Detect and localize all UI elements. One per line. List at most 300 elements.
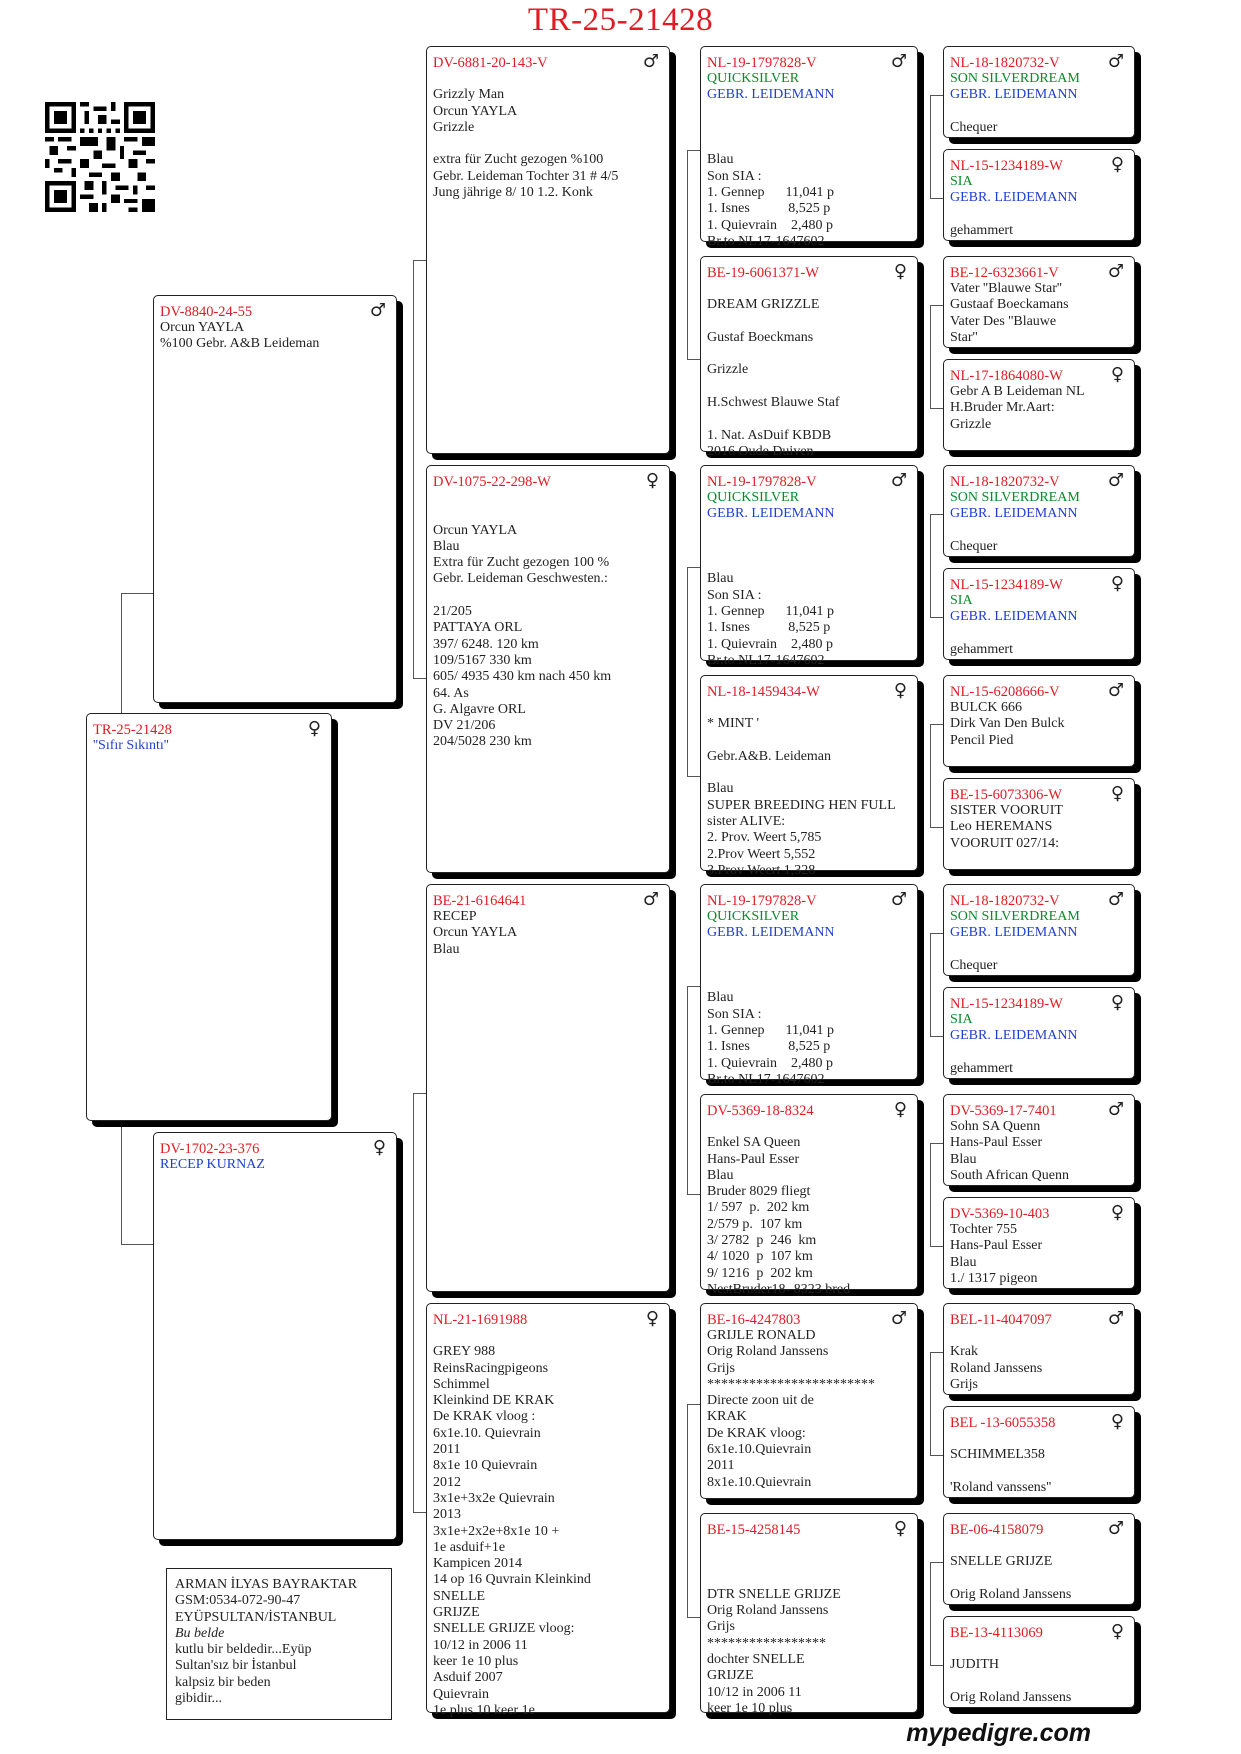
pigeon-info-line: Blau — [433, 538, 460, 554]
owner-quote-line: Bu belde — [175, 1625, 225, 1641]
pigeon-info-line: GEBR. LEIDEMANN — [950, 87, 1078, 103]
pigeon-info-line: Hans-Paul Esser — [950, 1238, 1043, 1254]
ring-number: DV-5369-10-403 — [950, 1206, 1050, 1222]
pigeon-info-line: Grijs — [950, 1376, 978, 1392]
ring-number: NL-18-1459434-W — [707, 684, 820, 700]
female-symbol-icon: ♀ — [1110, 573, 1124, 594]
pigeon-info-line: Br.to NL17-1647602 — [707, 233, 825, 249]
pigeon-info-line: 1. Quievrain 2,480 p — [707, 217, 833, 233]
pigeon-info-line: Bruder 8029 fliegt — [707, 1184, 811, 1200]
ring-number: NL-19-1797828-V — [707, 893, 817, 909]
pigeon-info-line: Sohn SA Quenn — [950, 1119, 1041, 1134]
owner-phone: GSM:0534-072-90-47 — [175, 1593, 301, 1609]
ancestor-card-dddd[interactable] — [943, 1616, 1135, 1708]
pigeon-info-line — [707, 733, 911, 749]
pigeon-info-line: Star'' — [950, 329, 978, 345]
pigeon-info-line: South African Quenn — [950, 1167, 1069, 1183]
pigeon-info-line: GRIJZE — [707, 1668, 754, 1684]
ancestor-card-ssd[interactable] — [700, 256, 918, 459]
pigeon-info-line: SON SILVERDREAM — [950, 490, 1080, 505]
pigeon-info-line: Son SIA : — [707, 168, 762, 184]
ring-number: BE-15-4258145 — [707, 1522, 801, 1538]
ancestor-card-ddss[interactable] — [943, 1303, 1135, 1395]
pigeon-info-line — [433, 588, 663, 604]
pigeon-info-line: GEBR. LEIDEMANN — [707, 87, 835, 103]
pigeon-info-line: 1/ 597 p. 202 km — [707, 1200, 810, 1216]
pigeon-info-line: 'Roland vanssens'' — [950, 1479, 1052, 1495]
ring-number: BE-19-6061371-W — [707, 265, 819, 281]
pigeon-info-line: 6x1e.10.Quievrain — [707, 1442, 812, 1458]
pigeon-info-line: GREY 988 — [433, 1344, 496, 1360]
pigeon-info-line: SON SILVERDREAM — [950, 71, 1080, 86]
male-symbol-icon: ♂ — [1107, 889, 1124, 910]
ancestor-card-ddd[interactable] — [700, 1513, 918, 1716]
pigeon-info-line: 8x1e.10.Quievrain — [707, 1474, 812, 1490]
pigeon-info-line — [433, 136, 663, 152]
male-symbol-icon: ♂ — [642, 889, 659, 910]
pigeon-info-line: GEBR. LEIDEMANN — [707, 506, 835, 522]
pigeon-info-line: Orig Roland Janssens — [707, 1603, 829, 1619]
ancestor-card-dss[interactable] — [700, 884, 918, 1087]
dam-dam-card[interactable] — [426, 1303, 670, 1718]
pigeon-info-line: Grizzly Man — [433, 87, 505, 103]
pigeon-info-line — [950, 207, 1128, 223]
pigeon-info-line: QUICKSILVER — [707, 490, 800, 505]
pigeon-info-line: Tochter 755 — [950, 1222, 1018, 1237]
pigeon-info-line: G. Algavre ORL — [433, 701, 526, 717]
female-symbol-icon: ♀ — [1110, 1202, 1124, 1223]
ring-number: DV-1075-22-298-W — [433, 474, 551, 490]
qr-code — [45, 97, 155, 217]
ancestor-card-dds[interactable] — [700, 1303, 918, 1499]
pigeon-info-line: Gebr.A&B. Leideman — [707, 748, 832, 764]
pigeon-info-line: SIA — [950, 593, 973, 608]
pigeon-info-line: Kampicen 2014 — [433, 1556, 523, 1572]
ancestor-card-ssss[interactable] — [943, 46, 1135, 138]
ring-number: NL-15-1234189-W — [950, 996, 1063, 1012]
pigeon-info-line: 21/205 — [433, 604, 472, 620]
pedigree-connector — [413, 1093, 427, 1513]
pigeon-info-line: DV 21/206 — [433, 718, 496, 734]
ring-number: BE-21-6164641 — [433, 893, 527, 909]
pigeon-info-line: Extra für Zucht gezogen 100 % — [433, 555, 610, 571]
pigeon-info-line: 14 op 16 Quvrain Kleinkind — [433, 1572, 591, 1588]
ancestor-card-sddd[interactable] — [943, 778, 1135, 870]
ring-number: NL-15-1234189-W — [950, 577, 1063, 593]
ancestor-card-dssd[interactable] — [943, 987, 1135, 1079]
pigeon-info-line — [950, 1538, 1128, 1554]
ring-number: BEL -13-6055358 — [950, 1415, 1056, 1431]
pigeon-info-line: BULCK 666 — [950, 700, 1022, 715]
pigeon-info-line: Blau — [707, 781, 734, 797]
pigeon-info-line: 2012 — [433, 1474, 461, 1490]
pigeon-info-line: 605/ 4935 430 km nach 450 km — [433, 669, 612, 685]
ring-number: BE-12-6323661-V — [950, 265, 1059, 281]
pigeon-info-line: SNELLE GRIJZE vloog: — [433, 1621, 575, 1637]
ring-number: BEL-11-4047097 — [950, 1312, 1052, 1328]
pigeon-info-line — [433, 1328, 663, 1344]
ancestor-card-ddds[interactable] — [943, 1513, 1135, 1605]
pigeon-info-line: GRIJLE RONALD — [707, 1328, 816, 1343]
sire-dam-card[interactable] — [426, 465, 670, 873]
pigeon-info-line: Dirk Van Den Bulck — [950, 716, 1065, 732]
pigeon-info-line: keer 1e 10 plus — [707, 1700, 793, 1716]
pigeon-info-line: ***************** — [707, 1635, 826, 1651]
pigeon-info-line: Asduif 2007 — [433, 1670, 503, 1686]
pigeon-info-line — [707, 974, 911, 990]
ancestor-card-ssds[interactable] — [943, 256, 1135, 348]
pigeon-info-line — [707, 1554, 911, 1570]
ancestor-card-sss[interactable] — [700, 46, 918, 249]
pigeon-info-line: QUICKSILVER — [707, 909, 800, 924]
pigeon-info-line: Jung jährige 8/ 10 1.2. Konk — [433, 185, 593, 201]
ring-number: NL-17-1864080-W — [950, 368, 1063, 384]
female-symbol-icon: ♀ — [645, 470, 659, 491]
pigeon-info-line: 109/5167 330 km — [433, 652, 532, 668]
owner-quote-line: Sultan'sız bir İstanbul — [175, 1658, 297, 1674]
sire-sire-card[interactable] — [426, 46, 670, 454]
pigeon-info-line: 1./ 1317 pigeon — [950, 1270, 1038, 1286]
pigeon-info-line: Son SIA : — [707, 1006, 762, 1022]
pigeon-info-line: Blau — [433, 941, 460, 957]
pigeon-info-line — [707, 700, 911, 716]
female-symbol-icon: ♀ — [893, 680, 907, 701]
pigeon-info-line: Blau — [950, 1151, 977, 1167]
pigeon-info-line: Grijs — [707, 1619, 735, 1635]
male-symbol-icon: ♂ — [1107, 470, 1124, 491]
pigeon-info-line: Gebr. Leideman Tochter 31 # 4/5 — [433, 168, 619, 184]
pigeon-info-line: dochter SNELLE — [707, 1652, 805, 1668]
owner-location: EYÜPSULTAN/İSTANBUL — [175, 1609, 337, 1625]
ancestor-card-sdd[interactable] — [700, 675, 918, 878]
pigeon-info-line: Orcun YAYLA — [433, 925, 518, 941]
pedigree-connector — [413, 260, 427, 679]
pigeon-info-line: Orig Roland Janssens — [950, 1586, 1072, 1602]
pigeon-info-line: SUPER BREEDING HEN FULL — [707, 797, 896, 813]
pigeon-info-line: NestBruder18- 8323 bred — [707, 1281, 851, 1297]
pigeon-info-line: 3x1e+2x2e+8x1e 10 + — [433, 1523, 560, 1539]
pigeon-info-line — [950, 1464, 1128, 1480]
owner-name: ARMAN İLYAS BAYRAKTAR — [175, 1577, 358, 1592]
pigeon-info-line — [950, 942, 1128, 958]
pedigree-connector — [930, 1562, 944, 1666]
pigeon-info-line — [707, 104, 911, 120]
pigeon-info-line: 1e plus 10 keer 1e — [433, 1702, 535, 1718]
pigeon-info-line: De KRAK vloog: — [707, 1425, 806, 1441]
pigeon-info-line: 1. Nat. AsDuif KBDB — [707, 427, 832, 443]
sire-card[interactable] — [153, 295, 397, 703]
ring-number: DV-6881-20-143-V — [433, 55, 548, 71]
pigeon-info-line — [707, 765, 911, 781]
female-symbol-icon: ♀ — [893, 1518, 907, 1539]
pedigree-connector — [687, 986, 701, 1195]
male-symbol-icon: ♂ — [1107, 1308, 1124, 1329]
pigeon-info-line: Vater Des ''Blauwe — [950, 313, 1057, 329]
pedigree-connector — [687, 567, 701, 777]
pigeon-info-line — [950, 626, 1128, 642]
pigeon-info-line: Blau — [950, 1254, 977, 1270]
pigeon-info-line — [707, 136, 911, 152]
pigeon-info-line: Br.to NL17-1647602 — [707, 652, 825, 668]
pigeon-info-line: 397/ 6248. 120 km — [433, 636, 539, 652]
pedigree-connector — [930, 933, 944, 1037]
website-footer: mypedigre.com — [906, 1719, 1091, 1747]
female-symbol-icon: ♀ — [372, 1137, 386, 1158]
pigeon-info-line: Grizzle — [707, 362, 749, 378]
pigeon-info-line: DTR SNELLE GRIJZE — [707, 1586, 841, 1602]
pigeon-info-line: 4/ 1020 p 107 km — [707, 1249, 813, 1265]
pigeon-info-line: ReinsRacingpigeons — [433, 1360, 549, 1376]
pigeon-info-line: Schimmel — [433, 1376, 490, 1392]
pigeon-info-line: De KRAK vloog : — [433, 1409, 536, 1425]
pigeon-info-line: Grizzle — [433, 119, 475, 135]
pigeon-info-line: GEBR. LEIDEMANN — [950, 1028, 1078, 1044]
pigeon-info-line: KRAK — [707, 1409, 747, 1425]
ancestor-card-sssd[interactable] — [943, 149, 1135, 241]
pigeon-info-line: gehammert — [950, 641, 1013, 657]
pigeon-info-line: GEBR. LEIDEMANN — [707, 925, 835, 941]
ancestor-card-dsss[interactable] — [943, 884, 1135, 976]
pigeon-info-line: H.Schwest Blauwe Staf — [707, 395, 840, 411]
ancestor-card-sdss[interactable] — [943, 465, 1135, 557]
pigeon-info-line: 8x1e 10 Quievrain — [433, 1458, 538, 1474]
male-symbol-icon: ♂ — [1107, 261, 1124, 282]
ancestor-card-sdsd[interactable] — [943, 568, 1135, 660]
pigeon-info-line — [707, 281, 911, 297]
pigeon-info-line: 2011 — [433, 1442, 461, 1458]
male-symbol-icon: ♂ — [890, 470, 907, 491]
ring-number: NL-18-1820732-V — [950, 55, 1060, 71]
pigeon-info-line — [707, 1538, 911, 1554]
pigeon-info-line: 1. Isnes 8,525 p — [707, 1039, 831, 1055]
pigeon-info-line: 1. Gennep 11,041 p — [707, 185, 835, 201]
pigeon-info-line: SIA — [950, 174, 973, 189]
pigeon-info-line — [707, 1119, 911, 1135]
pigeon-info-line — [950, 1328, 1128, 1344]
pigeon-info-line: Br.to NL17-1647602 — [707, 1071, 825, 1087]
pigeon-info-line — [707, 314, 911, 330]
female-symbol-icon: ♀ — [307, 718, 321, 739]
pigeon-info-line: GEBR. LEIDEMANN — [950, 609, 1078, 625]
female-symbol-icon: ♀ — [893, 261, 907, 282]
pigeon-info-line: Roland Janssens — [950, 1360, 1043, 1376]
pigeon-info-line: H.Bruder Mr.Aart: — [950, 400, 1055, 416]
pigeon-info-line — [707, 958, 911, 974]
pigeon-info-line — [707, 1571, 911, 1587]
pigeon-info-line: 1. Isnes 8,525 p — [707, 620, 831, 636]
pigeon-info-line: gehammert — [950, 222, 1013, 238]
ancestor-card-sds[interactable] — [700, 465, 918, 668]
pigeon-info-line: 2. Prov. Weert 5,785 — [707, 830, 822, 846]
pigeon-info-line: ''Sıfır Sıkıntı'' — [93, 738, 169, 753]
pigeon-info-line: Hans-Paul Esser — [707, 1151, 800, 1167]
pigeon-info-line: 1. Gennep 11,041 p — [707, 604, 835, 620]
ancestor-card-dsd[interactable] — [700, 1094, 918, 1297]
pigeon-info-line — [707, 555, 911, 571]
ring-number: DV-5369-17-7401 — [950, 1103, 1057, 1119]
pigeon-info-line: sister ALIVE: — [707, 814, 786, 830]
pedigree-title: TR-25-21428 — [527, 2, 714, 38]
ring-number: BE-16-4247803 — [707, 1312, 801, 1328]
pigeon-info-line: 3.Prov Weert 1,328 — [707, 862, 816, 878]
ancestor-card-dsds[interactable] — [943, 1094, 1135, 1186]
pigeon-info-line — [950, 104, 1128, 120]
pigeon-info-line: Leo HEREMANS — [950, 819, 1053, 835]
pigeon-info-line: 6x1e.10. Quievrain — [433, 1425, 541, 1441]
pigeon-info-line: Pencil Pied — [950, 732, 1014, 748]
ring-number: NL-19-1797828-V — [707, 474, 817, 490]
pigeon-info-line: Blau — [707, 990, 734, 1006]
pigeon-info-line: Vater ''Blauwe Star'' — [950, 281, 1062, 296]
pigeon-info-line: keer 1e 10 plus — [433, 1653, 519, 1669]
pigeon-info-line — [707, 942, 911, 958]
ring-number: NL-18-1820732-V — [950, 474, 1060, 490]
dam-card[interactable] — [153, 1132, 397, 1540]
pigeon-info-line: Orcun YAYLA — [160, 320, 245, 335]
pigeon-info-line: QUICKSILVER — [707, 71, 800, 86]
pigeon-info-line: SIA — [950, 1012, 973, 1027]
ring-number: NL-18-1820732-V — [950, 893, 1060, 909]
pigeon-info-line — [950, 523, 1128, 539]
pigeon-info-line: 1e asduif+1e — [433, 1539, 506, 1555]
subject-pigeon-card[interactable] — [86, 713, 332, 1121]
pigeon-info-line: Orcun YAYLA — [433, 522, 518, 538]
pigeon-info-line: RECEP KURNAZ — [160, 1157, 265, 1172]
pedigree-connector — [930, 95, 944, 199]
pigeon-info-line — [707, 120, 911, 136]
pigeon-info-line: GRIJZE — [433, 1605, 480, 1621]
pigeon-info-line: JUDITH — [950, 1657, 999, 1673]
pigeon-info-line: SNELLE GRIJZE — [950, 1554, 1053, 1570]
ring-number: NL-19-1797828-V — [707, 55, 817, 71]
male-symbol-icon: ♂ — [642, 51, 659, 72]
owner-contact-box — [166, 1568, 392, 1720]
dam-sire-card[interactable] — [426, 884, 670, 1292]
pigeon-info-line: SNELLE — [433, 1588, 486, 1604]
pigeon-info-line: Orig Roland Janssens — [950, 1689, 1072, 1705]
pigeon-info-line — [707, 379, 911, 395]
pigeon-info-line: Chequer — [950, 538, 998, 554]
pigeon-info-line — [707, 539, 911, 555]
pigeon-info-line — [950, 1674, 1128, 1690]
pigeon-info-line: 204/5028 230 km — [433, 734, 532, 750]
female-symbol-icon: ♀ — [1110, 1621, 1124, 1642]
pigeon-info-line: GEBR. LEIDEMANN — [950, 925, 1078, 941]
pigeon-info-line: Grizzle — [950, 416, 992, 432]
pigeon-info-line: DREAM GRIZZLE — [707, 297, 820, 313]
pedigree-connector — [930, 1352, 944, 1456]
pigeon-info-line: * MINT ' — [707, 716, 760, 732]
pigeon-info-line: Grijs — [707, 1360, 735, 1376]
pigeon-info-line — [950, 1431, 1128, 1447]
pigeon-info-line: VOORUIT 027/14: — [950, 835, 1060, 851]
pigeon-info-line: 2.Prov Weert 5,552 — [707, 846, 816, 862]
ring-number: BE-15-6073306-W — [950, 787, 1062, 803]
pigeon-info-line: SCHIMMEL358 — [950, 1447, 1045, 1463]
pigeon-info-line: 2/579 p. 107 km — [707, 1216, 803, 1232]
pigeon-info-line: PATTAYA ORL — [433, 620, 523, 636]
pigeon-info-line: Kleinkind DE KRAK — [433, 1393, 555, 1409]
male-symbol-icon: ♂ — [1107, 1518, 1124, 1539]
pigeon-info-line: 9/ 1216 p 202 km — [707, 1265, 813, 1281]
pigeon-info-line: SISTER VOORUIT — [950, 803, 1063, 818]
ancestor-card-dsdd[interactable] — [943, 1197, 1135, 1289]
owner-quote-line: kalpsiz bir beden — [175, 1674, 271, 1690]
female-symbol-icon: ♀ — [1110, 992, 1124, 1013]
pigeon-info-line: Blau — [707, 152, 734, 168]
pedigree-connector — [930, 514, 944, 618]
pigeon-info-line: %100 Gebr. A&B Leideman — [160, 336, 320, 352]
ring-number: BE-06-4158079 — [950, 1522, 1044, 1538]
female-symbol-icon: ♀ — [893, 1099, 907, 1120]
owner-quote-line: gibidir... — [175, 1691, 223, 1707]
pigeon-info-line: Gebr. Leideman Geschwesten.: — [433, 571, 608, 587]
pigeon-info-line — [433, 71, 663, 87]
pigeon-info-line: Directe zoon uit de — [707, 1393, 814, 1409]
pigeon-info-line: 3/ 2782 p 246 km — [707, 1233, 817, 1249]
ring-number: TR-25-21428 — [93, 722, 172, 738]
pigeon-info-line — [433, 490, 663, 506]
male-symbol-icon: ♂ — [1107, 680, 1124, 701]
pedigree-connector — [930, 305, 944, 409]
pigeon-info-line: 1. Gennep 11,041 p — [707, 1023, 835, 1039]
pigeon-info-line: 10/12 in 2006 11 — [707, 1684, 802, 1700]
pigeon-info-line: Blau — [707, 571, 734, 587]
male-symbol-icon: ♂ — [1107, 51, 1124, 72]
male-symbol-icon: ♂ — [890, 889, 907, 910]
pigeon-info-line: 1. Isnes 8,525 p — [707, 201, 831, 217]
pigeon-info-line: SON SILVERDREAM — [950, 909, 1080, 924]
pigeon-info-line — [950, 1045, 1128, 1061]
pigeon-info-line: Quievrain — [433, 1686, 489, 1702]
ring-number: NL-15-1234189-W — [950, 158, 1063, 174]
pedigree-connector — [930, 1143, 944, 1247]
female-symbol-icon: ♀ — [1110, 364, 1124, 385]
pigeon-info-line: 3x1e+3x2e Quievrain — [433, 1490, 555, 1506]
male-symbol-icon: ♂ — [369, 300, 386, 321]
ancestor-card-ssdd[interactable] — [943, 359, 1135, 451]
pigeon-info-line: Chequer — [950, 957, 998, 973]
pigeon-info-line: RECEP — [433, 909, 477, 924]
pigeon-info-line: Enkel SA Queen — [707, 1135, 801, 1151]
pigeon-info-line: Gustaf Boeckmans — [707, 329, 814, 345]
male-symbol-icon: ♂ — [890, 51, 907, 72]
pedigree-connector — [930, 724, 944, 828]
pigeon-info-line: Gebr A B Leideman NL — [950, 384, 1085, 399]
pigeon-info-line: extra für Zucht gezogen %100 — [433, 152, 604, 168]
pigeon-info-line — [433, 506, 663, 522]
pigeon-info-line: 64. As — [433, 685, 469, 701]
pigeon-info-line: Hans-Paul Esser — [950, 1135, 1043, 1151]
ring-number: DV-8840-24-55 — [160, 304, 253, 320]
female-symbol-icon: ♀ — [645, 1308, 659, 1329]
pigeon-info-line — [707, 523, 911, 539]
ring-number: NL-21-1691988 — [433, 1312, 528, 1328]
pigeon-info-line: Chequer — [950, 119, 998, 135]
male-symbol-icon: ♂ — [1107, 1099, 1124, 1120]
ring-number: DV-1702-23-376 — [160, 1141, 260, 1157]
pigeon-info-line: 2011 — [707, 1458, 735, 1474]
pigeon-info-line: Orcun YAYLA — [433, 103, 518, 119]
ancestor-card-ddsd[interactable] — [943, 1406, 1135, 1498]
male-symbol-icon: ♂ — [890, 1308, 907, 1329]
pigeon-info-line — [707, 411, 911, 427]
ancestor-card-sdds[interactable] — [943, 675, 1135, 767]
pigeon-info-line: Orig Roland Janssens — [707, 1344, 829, 1360]
pigeon-info-line: ************************ — [707, 1376, 875, 1392]
pigeon-info-line: 1. Quievrain 2,480 p — [707, 1055, 833, 1071]
pigeon-info-line: 2013 — [433, 1507, 461, 1523]
